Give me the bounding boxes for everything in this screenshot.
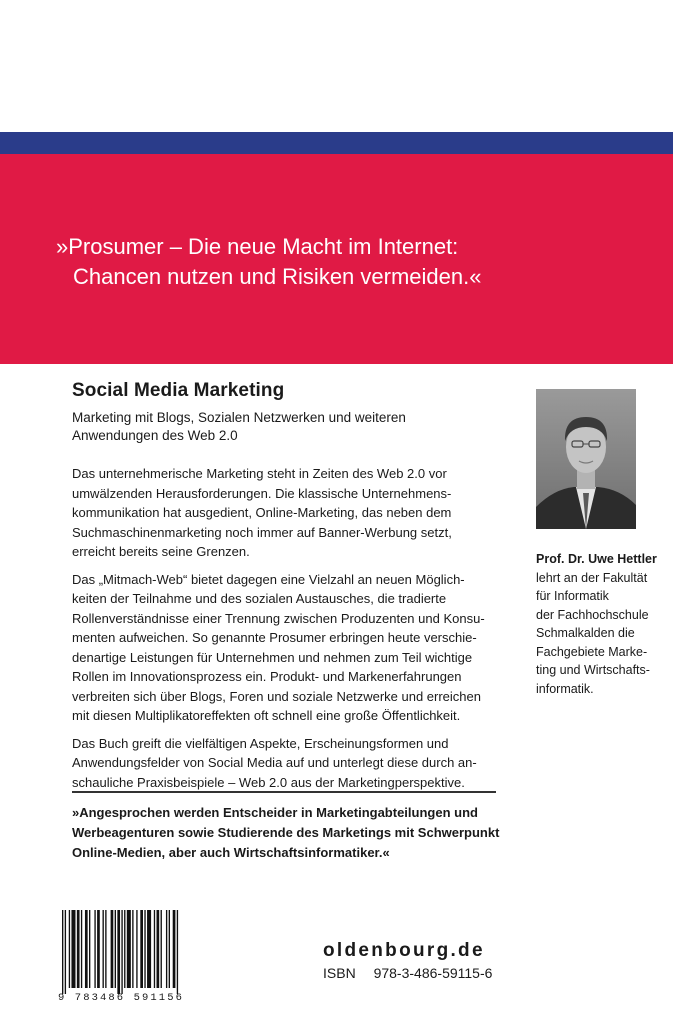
publisher-name: oldenbourg.de (323, 940, 485, 961)
audience-statement (72, 803, 512, 863)
barcode-bar (103, 910, 104, 988)
book-subtitle: Marketing mit Blogs, Sozialen Netzwerken und weiteren Anwendungen des Web 2.0 (72, 410, 406, 443)
author-bio-line: der Fachhochschule (536, 607, 649, 622)
author-bio-line: ting und Wirtschafts- (536, 663, 650, 677)
barcode-bar (169, 910, 170, 988)
barcode-bar (77, 910, 80, 988)
author-bio-line: lehrt an der Fakultät (536, 570, 648, 585)
barcode-bar (136, 910, 137, 988)
author-info (536, 550, 666, 698)
barcode-bar (166, 910, 167, 988)
text-line: menten aufweichen. So genannte Prosumer erbringen heute verschie- (72, 630, 477, 645)
text-line: Das Buch greift die vielfältigen Aspekte, Erscheinungsformen und (72, 735, 449, 751)
isbn-label: ISBN (323, 965, 356, 981)
barcode-bar (121, 910, 122, 994)
barcode-bar (111, 910, 114, 988)
cover-quote-line-2: Chancen nutzen und Risiken vermeiden.« (73, 264, 482, 289)
description-paragraph-3 (72, 734, 492, 793)
description-paragraph-1 (72, 464, 492, 562)
barcode-bar (161, 910, 162, 988)
text-line: mit diesen Multiplikatoreffekten oft schnell eine große Öffentlichkeit. (72, 708, 461, 723)
barcode-bar (154, 910, 155, 988)
text-line: schauliche Praxisbeispiele – Web 2.0 aus der Marketingperspektive. (72, 774, 465, 790)
barcode-bar (69, 910, 70, 988)
text-line: Anwendungsfelder von Social Media auf und unterlegt diese durch an- (72, 755, 477, 770)
text-line: Rollen im Innovationsprozess ein. Produkt- und Markenerfahrungen (72, 669, 462, 684)
text-line: Werbeagenturen sowie Studierende des Marketings mit Schwerpunkt (72, 825, 500, 840)
author-bio-line: Fachgebiete Marke- (536, 644, 648, 659)
cover-quote (56, 232, 616, 292)
barcode-bar (94, 910, 95, 988)
barcode-number: 9 783486 591156 (58, 992, 185, 1004)
barcode-bar (147, 910, 151, 988)
text-line: »Angesprochen werden Entscheider in Marketingabteilungen und (72, 805, 478, 820)
text-line: denartige Leistungen für Unternehmen und nehmen zum Teil wichtige (72, 649, 473, 665)
isbn (323, 965, 492, 981)
barcode-bar (71, 910, 75, 988)
text-line: Rollenverständnisse einer Trennung zwischen Produzenten und Konsu- (72, 610, 485, 626)
text-line: verbreiten sich über Blogs, Foren und soziale Netzwerke und erreichen (72, 688, 481, 704)
barcode-bar (81, 910, 82, 988)
barcode (58, 910, 228, 994)
barcode-bar (115, 910, 116, 988)
barcode-bar (85, 910, 88, 988)
text-line: keiten der Teilnahme und des sozialen Austausches, die tradierte (72, 591, 447, 606)
description-paragraph-2 (72, 570, 492, 726)
barcode-bar (124, 910, 125, 988)
author-bio-line: für Informatik (536, 589, 609, 603)
text-line: Suchmaschinenmarketing noch immer auf Banner-Werbung setzt, (72, 524, 452, 540)
author-photo (536, 389, 636, 529)
barcode-bar (127, 910, 131, 988)
barcode-bar (117, 910, 120, 994)
author-portrait-image (536, 389, 636, 529)
cover-quote-line-1: »Prosumer – Die neue Macht im Internet: (56, 234, 459, 259)
description (72, 464, 492, 800)
author-bio-line: Schmalkalden die (536, 626, 635, 640)
author-bio-line: informatik. (536, 681, 594, 696)
text-line: Online-Medien, aber auch Wirtschaftsinformatiker.« (72, 845, 390, 860)
book-title: Social Media Marketing (72, 380, 285, 401)
divider-rule (72, 791, 496, 793)
blue-band (0, 132, 673, 154)
barcode-bar (140, 910, 143, 988)
isbn-number: 978-3-486-59115-6 (373, 965, 493, 981)
text-line: Das unternehmerische Marketing steht in Zeiten des Web 2.0 vor (72, 466, 447, 481)
text-line: umwälzenden Herausforderungen. Die klassische Unternehmens- (72, 485, 452, 501)
barcode-bar (132, 910, 133, 988)
barcode-bar (173, 910, 176, 988)
text-line: Das „Mitmach-Web“ bietet dagegen eine Vielzahl an neuen Möglich- (72, 571, 465, 587)
text-line: erreicht bereits seine Grenzen. (72, 544, 250, 559)
barcode-bar (144, 910, 145, 988)
barcode-bar (97, 910, 100, 988)
text-line: kommunikation hat ausgedient, Online-Marketing, das neben dem (72, 505, 452, 520)
author-name: Prof. Dr. Uwe Hettler (536, 552, 657, 566)
barcode-bar (105, 910, 106, 988)
barcode-bar (177, 910, 178, 994)
barcode-bar (89, 910, 90, 988)
barcode-bar (62, 910, 63, 994)
barcode-bar (65, 910, 66, 994)
barcode-bar (157, 910, 160, 988)
